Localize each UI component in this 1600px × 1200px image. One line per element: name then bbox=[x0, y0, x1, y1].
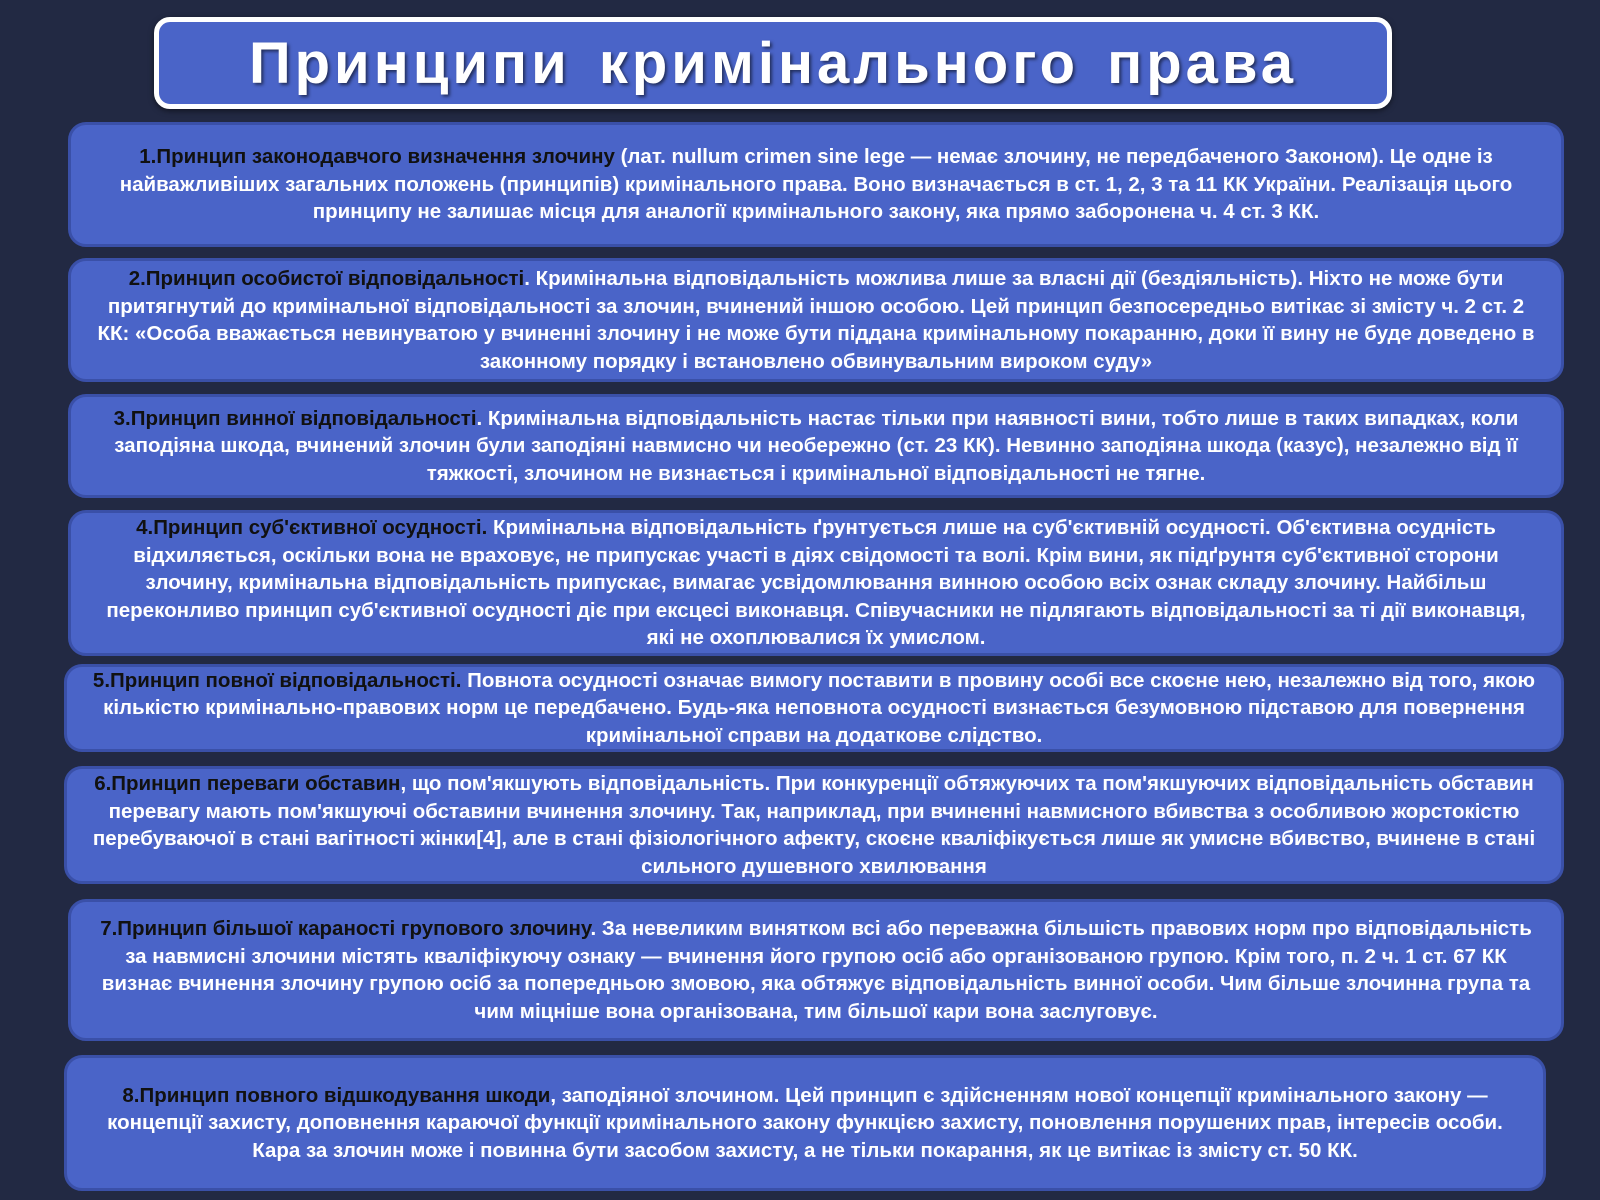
principle-body: . За невеликим винятком всі або переважна більшість правових норм про відповідальність за навмисні злочини містять кваліфікуючу ознаку — вчинення його групою осіб або організованою групою. Крім того, п. 2 ч. 1 ст. 67 КК визнає вчинення злочину групою осіб за попередньою змовою, яка обтяжує відповідальність винної особи. Чим більше злочинна група та чим міцніше вона організована, тим більшої кари вона заслуговує. bbox=[101, 917, 1532, 1023]
principle-text bbox=[95, 915, 1537, 1025]
principle-card-5 bbox=[64, 664, 1564, 752]
principle-card-1 bbox=[68, 122, 1564, 247]
principle-body: . Кримінальна відповідальність настає тільки при наявності вини, тобто лише в таких випадках, коли заподіяна шкода, вчинений злочин були заподіяні навмисно чи необережно (ст. 23 КК). Невинно заподіяна шкода (казус), незалежно від її тяжкості, злочином не визнається і кримінальної відповідальності не тягне. bbox=[114, 406, 1519, 485]
principle-body: (лат. nullum crimen sine lege — немає злочину, не передбаченого Законом). Це одне із найважливіших загальних положень (принципів) кримінального права. Воно визначається в ст. 1, 2, 3 та 11 КК України. Реалізація цього принципу не залишає місця для аналогії кримінального закону, яка прямо заборонена ч. 4 ст. 3 КК. bbox=[119, 145, 1513, 224]
principle-lead: 7.Принцип більшої караності групового злочину bbox=[100, 917, 591, 940]
principle-lead: 1.Принцип законодавчого визначення злочину bbox=[139, 145, 615, 169]
principle-body: , що пом'якшують відповідальність. При конкуренції обтяжуючих та пом'якшуючих відповідальність обставин перевагу мають пом'якшуючі обставини вчинення злочину. Так, наприклад, при вчиненні навмисного вбивства з особливою жорстокістю перебуваючої в стані вагітності жінки[4], але в стані фізіологічного афекту, скоєне кваліфікується лише як умисне вбивство, вчинене в стані сильного душевного хвилювання bbox=[92, 772, 1536, 878]
principle-text bbox=[89, 667, 1539, 750]
principle-lead: 4.Принцип суб'єктивної осудності. bbox=[136, 516, 488, 540]
principle-text bbox=[89, 770, 1539, 880]
principle-card-6 bbox=[64, 766, 1564, 884]
principle-text bbox=[93, 514, 1539, 652]
principle-text bbox=[97, 405, 1535, 488]
principle-text bbox=[107, 1082, 1503, 1165]
title-banner bbox=[154, 17, 1392, 109]
principle-body: , заподіяної злочином. Цей принцип є здійсненням нової концепції кримінального закону — концепції захисту, доповнення караючої функції кримінального закону функцією захисту, поновлення порушених прав, інтересів особи. Кара за злочин може і повинна бути засобом захисту, а не тільки покарання, як це витікає із змісту ст. 50 КК. bbox=[107, 1083, 1503, 1162]
principle-lead: 6.Принцип переваги обставин bbox=[94, 772, 401, 795]
principle-card-4 bbox=[68, 510, 1564, 656]
principle-body: . Кримінальна відповідальність можлива лише за власні дії (бездіяльність). Ніхто не може бути притягнутий до кримінальної відповідальності за злочин, вчинений іншою особою. Цей принцип безпосередньо витікає зі змісту ч. 2 ст. 2 КК: «Особа вважається невинуватою у вчиненні злочину і не може бути піддана кримінальному покаранню, доки її вину не буде доведено в законному порядку і встановлено обвинувальним вироком суду» bbox=[97, 267, 1535, 373]
principle-card-8 bbox=[64, 1055, 1546, 1191]
principle-body: Повнота осудності означає вимогу поставити в провину особі все скоєне нею, незалежно від того, якою кількістю кримінально-правових норм це передбачено. Будь-яка неповнота осудності визнається безумовною підставою для повернення кримінальної справи на додаткове слідство. bbox=[103, 668, 1536, 747]
principle-card-2 bbox=[68, 258, 1564, 382]
principle-text bbox=[91, 265, 1541, 375]
principle-lead: 3.Принцип винної відповідальності bbox=[113, 406, 477, 430]
principle-lead: 8.Принцип повного відшкодування шкоди bbox=[122, 1083, 551, 1107]
principle-text bbox=[99, 143, 1533, 226]
principle-card-7 bbox=[68, 899, 1564, 1041]
principle-body: Кримінальна відповідальність ґрунтується лише на суб'єктивній осудності. Об'єктивна осудність відхиляється, оскільки вона не враховує, не припускає участі в діях свідомості та волі. Крім вини, як підґрунтя суб'єктивної сторони злочину, кримінальна відповідальність припускає, вимагає усвідомлювання винною особою всіх ознак складу злочину. Найбільш переконливо принцип суб'єктивної осудності діє при ексцесі виконавця. Співучасники не підлягають відповідальності за ті дії виконавця, які не охоплювалися їх умислом. bbox=[106, 516, 1526, 650]
page-title: Принципи кримінального права bbox=[248, 30, 1298, 96]
principle-lead: 2.Принцип особистої відповідальності bbox=[128, 267, 525, 290]
principle-card-3 bbox=[68, 394, 1564, 498]
principle-lead: 5.Принцип повної відповідальності. bbox=[92, 668, 462, 692]
